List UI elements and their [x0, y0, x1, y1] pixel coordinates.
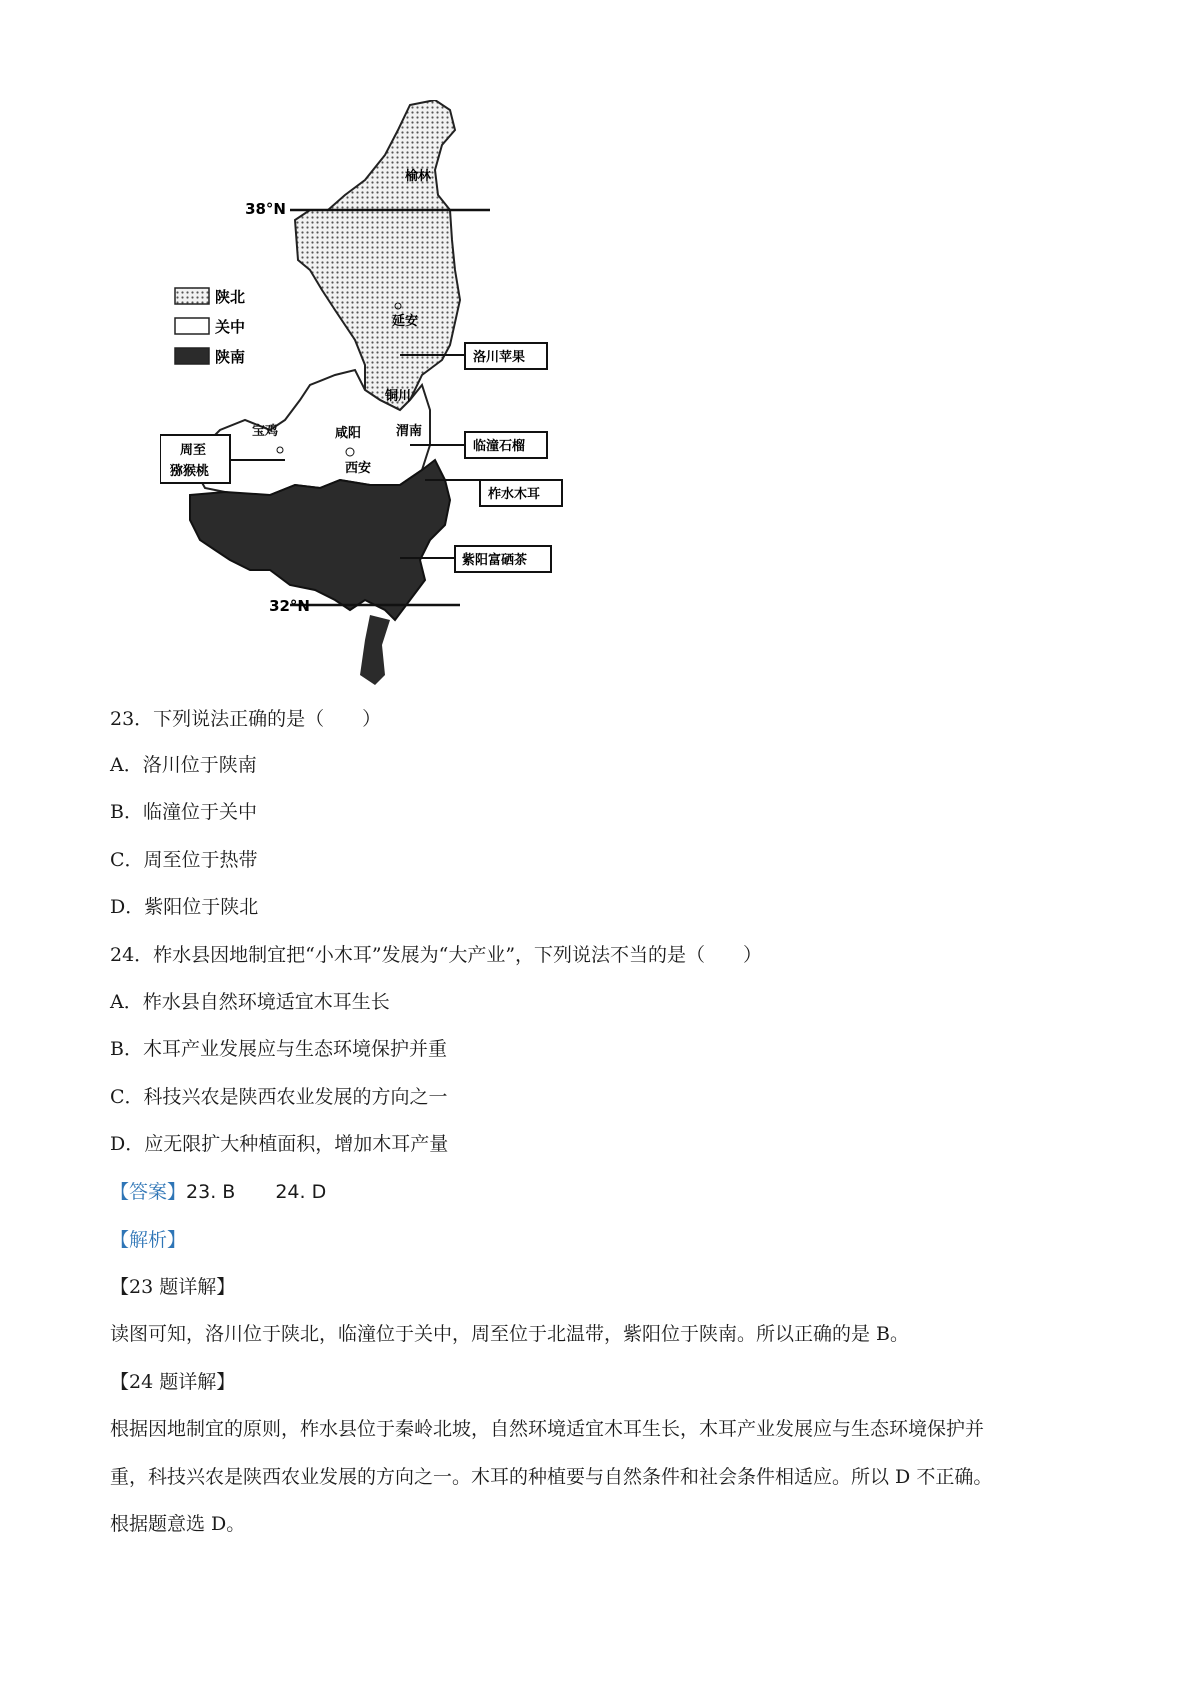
region-shaanbei: [295, 100, 460, 410]
q24-stem: 24．柞水县因地制宜把“小木耳”发展为“大产业”，下列说法不当的是（ ）: [110, 944, 763, 966]
analysis-tag: 【解析】: [110, 1229, 187, 1251]
q24-option-c: C．科技兴农是陕西农业发展的方向之一: [110, 1086, 448, 1108]
legend-guanzhong: 关中: [215, 318, 246, 336]
legend-shaanbei: 陕北: [215, 288, 246, 306]
answer-tag: 【答案】: [110, 1181, 187, 1203]
callout-luochuan: 洛川苹果: [473, 350, 526, 365]
legend-shaannan: 陕南: [215, 348, 246, 366]
lat-38-label: 38°N: [245, 200, 286, 218]
map-legend: [175, 288, 245, 366]
shaanxi-map: [160, 100, 640, 685]
place-weinan: 渭南: [396, 424, 423, 439]
place-yanan: 延安: [392, 314, 419, 329]
detail24-line2: 重，科技兴农是陕西农业发展的方向之一。木耳的种植要与自然条件和社会条件相适应。所以 D 不正确。: [110, 1466, 993, 1488]
lat-32-label: 32°N: [269, 597, 310, 615]
callout-lintong: 临潼石榴: [473, 439, 526, 454]
place-baoji: 宝鸡: [252, 424, 279, 439]
callout-ziyang: 紫阳富硒茶: [462, 553, 528, 568]
place-tongchuan: 铜川: [385, 389, 412, 404]
answer-line: [110, 1180, 326, 1204]
detail23-body: 读图可知，洛川位于陕北，临潼位于关中，周至位于北温带，紫阳位于陕南。所以正确的是 B。: [110, 1323, 910, 1345]
callout-kiwi: 猕猴桃: [170, 464, 210, 479]
detail24-line3: 根据题意选 D。: [110, 1513, 246, 1535]
answer-23: 23. B: [186, 1181, 236, 1203]
callout-zhashui: 柞水木耳: [488, 487, 541, 502]
q24-option-a: A．柞水县自然环境适宜木耳生长: [110, 991, 390, 1013]
q23-option-d: D．紫阳位于陕北: [110, 896, 259, 918]
q24-option-d: D．应无限扩大种植面积，增加木耳产量: [110, 1133, 449, 1155]
callout-zhouzhi: 周至: [180, 443, 207, 458]
q23-option-a: A．洛川位于陕南: [110, 754, 257, 776]
q24-option-b: B．木耳产业发展应与生态环境保护并重: [110, 1038, 447, 1060]
place-yulin: 榆林: [405, 169, 432, 184]
detail24-line1: 根据因地制宜的原则，柞水县位于秦岭北坡，自然环境适宜木耳生长，木耳产业发展应与生态环境保护并: [110, 1418, 985, 1440]
detail23-head: 【23 题详解】: [110, 1276, 236, 1298]
q23-stem: 23．下列说法正确的是（ ）: [110, 708, 382, 730]
answer-24: 24. D: [275, 1181, 327, 1203]
detail24-head: 【24 题详解】: [110, 1371, 236, 1393]
place-xianyang: 咸阳: [335, 426, 362, 441]
q23-option-b: B．临潼位于关中: [110, 801, 257, 823]
q23-option-c: C．周至位于热带: [110, 849, 258, 871]
place-xian: 西安: [345, 461, 372, 476]
